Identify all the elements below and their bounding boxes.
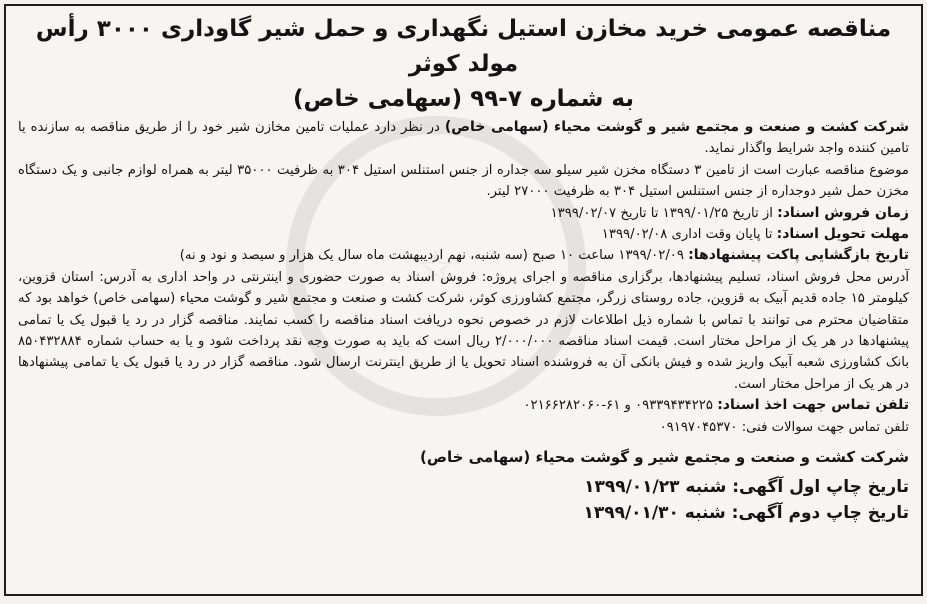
first-print-value: شنبه ۱۳۹۹/۰۱/۲۳: [584, 477, 733, 498]
tech-phone-line: [18, 417, 909, 438]
delivery-label: مهلت تحویل اسناد:: [776, 226, 909, 243]
intro-paragraph: [18, 117, 909, 160]
tech-phone-value: ۰۹۱۹۷۰۴۵۳۷۰: [659, 419, 742, 435]
second-print-line: [18, 500, 909, 526]
notice-title-line2: به شماره ۷-۹۹ (سهامی خاص): [293, 86, 634, 112]
sale-time-line: [18, 203, 909, 224]
intro-text: در نظر دارد عملیات تامین مخازن شیر خود را از طریق مناقصه به سازنده یا تامین کننده واجد شرایط واگذار نماید.: [18, 120, 909, 157]
first-print-label: تاریخ چاپ اول آگهی:: [732, 477, 909, 498]
phone-value: ۰۹۳۳۹۴۳۴۲۲۵ و ۶۱-۰۲۱۶۶۲۸۲۰۶۰: [523, 398, 718, 414]
phone-line: [18, 395, 909, 416]
first-print-line: [18, 474, 909, 500]
intro-company: شرکت کشت و صنعت و مجتمع شیر و گوشت محیاء (سهامی خاص): [444, 119, 909, 135]
footer-company: شرکت کشت و صنعت و مجتمع شیر و گوشت محیاء (سهامی خاص): [419, 448, 909, 467]
sale-time-label: زمان فروش اسناد:: [777, 204, 909, 221]
address-paragraph: آدرس محل فروش اسناد، تسلیم پیشنهادها، برگزاری مناقصه و اجرای پروژه: فروش اسناد به صورت حضوری و اینترنتی در واحد اداری به آدرس: استان قزوین، کیلومتر ۱۵ جاده قدیم آبیک به قزوین، جاده روستای زرگر، مجتمع کشاورزی کوثر، شرکت کشت و صنعت و مجتمع شیر و گوشت محیاء (سهامی خاص) خواهد بود که متقاضیان محترم می توانند با تماس با شماره ذیل اطلاعات لازم در خصوص نحوه دریافت اسناد مناقصه را کسب نمایند. مناقصه گزار در رد یا قبول یک یا تمامی پیشنهادها در هر یک از مراحل مختار است. قیمت اسناد مناقصه ۲/۰۰۰/۰۰۰ ریال است که باید به صورت وجه نقد پرداخت شود و یا به حساب شماره ۸۵۰۴۳۲۸۸۴ بانک کشاورزی شعبه آبیک واریز شده و فیش بانکی آن به فروشنده اسناد تحویل یا از طریق اینترنت ارسال شود. مناقصه گزار در رد یا قبول یک یا تمامی پیشنهادها در هر یک از مراحل مختار است.: [18, 269, 910, 392]
delivery-value: تا پایان وقت اداری ۱۳۹۹/۰۲/۰۸: [601, 227, 777, 243]
stamp-watermark: ☆: [286, 116, 586, 416]
subject-paragraph: موضوع مناقصه عبارت است از تامین ۳ دستگاه مخزن شیر سیلو سه جداره از جنس استنلس استیل ۳۰۴ به ظرفیت ۳۵۰۰۰ لیتر به همراه لوازم جانبی و یک دستگاه مخزن حمل شیر دوجداره از جنس استنلس استیل ۳۰۴ به ظرفیت ۲۷۰۰۰ لیتر.: [18, 162, 909, 200]
delivery-line: [18, 224, 909, 245]
notice-title-line1: مناقصه عمومی خرید مخازن استیل نگهداری و حمل شیر گاوداری ۳۰۰۰ رأس مولد کوثر: [35, 16, 892, 77]
phone-label: تلفن تماس جهت اخذ اسناد:: [717, 397, 909, 414]
tender-notice: [4, 4, 923, 596]
opening-value: ۱۳۹۹/۰۲/۰۹ ساعت ۱۰ صبح (سه شنبه، نهم اردیبهشت ماه سال یک هزار و سیصد و نود و نه): [179, 248, 689, 264]
sale-time-value: از تاریخ ۱۳۹۹/۰۱/۲۵ تا تاریخ ۱۳۹۹/۰۲/۰۷: [550, 205, 778, 221]
tech-phone-label: تلفن تماس جهت سوالات فنی:: [741, 419, 909, 435]
opening-label: تاریخ بازگشایی پاکت پیشنهادها:: [688, 247, 909, 264]
second-print-value: شنبه ۱۳۹۹/۰۱/۳۰: [583, 503, 732, 524]
second-print-label: تاریخ چاپ دوم آگهی:: [731, 503, 909, 524]
opening-line: [18, 245, 909, 266]
